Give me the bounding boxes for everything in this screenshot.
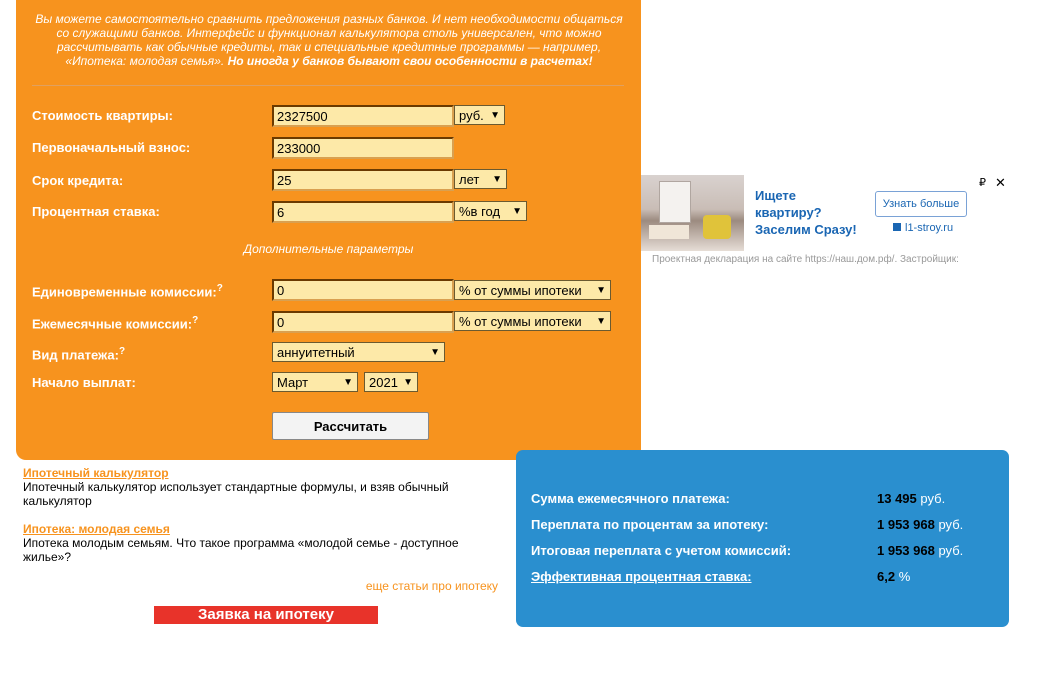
chevron-down-icon: ▼ xyxy=(596,285,606,296)
chevron-down-icon: ▼ xyxy=(343,377,353,388)
help-mark[interactable]: ? xyxy=(216,283,223,294)
ad-learn-more-button[interactable]: Узнать больше xyxy=(875,191,967,217)
term-input[interactable] xyxy=(272,169,454,191)
more-articles-link[interactable]: еще статьи про ипотеку xyxy=(365,579,498,593)
price-input[interactable] xyxy=(272,105,454,127)
article-text: Ипотечный калькулятор использует стандартные формулы, и взяв обычный калькулятор xyxy=(23,480,449,508)
article-link[interactable]: Ипотечный калькулятор xyxy=(23,466,169,480)
ad-banner[interactable] xyxy=(641,175,1011,265)
rate-label: Процентная ставка: xyxy=(32,204,160,219)
effective-rate-link[interactable]: Эффективная процентная ставка: xyxy=(531,569,752,584)
start-month-select[interactable]: Март ▼ xyxy=(272,372,358,392)
close-icon[interactable]: ✕ xyxy=(995,175,1006,190)
currency-select[interactable]: руб. ▼ xyxy=(454,105,505,125)
ad-title[interactable]: Ищете квартиру? Заселим Сразу! xyxy=(755,188,857,237)
calculator-panel xyxy=(16,0,641,460)
rate-input[interactable] xyxy=(272,201,454,223)
intro-text: Вы можете самостоятельно сравнить предложения разных банков. И нет необходимости общаться со служащими банков. Интерфейс и функционал калькулятора столь универсален, что можно рассчитывать как обычные кредиты, так и специальные кредитные программы — например, «Ипотека: молодая семья». Но иногда у банков бывают свои особенности в расчетах! xyxy=(35,12,623,68)
payment-type-label: Вид платежа:? xyxy=(32,346,126,363)
intro-bold: Но иногда у банков бывают свои особенности в расчетах! xyxy=(227,54,593,68)
calculate-button[interactable]: Рассчитать xyxy=(272,412,429,440)
help-mark[interactable]: ? xyxy=(118,346,126,357)
one-time-fee-label: Единовременные комиссии:? xyxy=(32,283,223,300)
divider xyxy=(32,85,624,86)
ad-currency-icon: ₽ xyxy=(979,177,986,189)
rate-unit-select[interactable]: %в год ▼ xyxy=(454,201,527,221)
results-panel: Сумма ежемесячного платежа: 13 495 руб. Переплата по процентам за ипотеку: 1 953 968 руб. Итоговая переплата с учетом комиссий: 1 953 968 руб. Эффективная процентная ставка: 6,2 % xyxy=(516,450,1009,627)
one-time-fee-unit-select[interactable]: % от суммы ипотеки ▼ xyxy=(454,280,611,300)
help-mark[interactable]: ? xyxy=(192,315,199,326)
start-year-select[interactable]: 2021 ▼ xyxy=(364,372,418,392)
monthly-fee-unit-select[interactable]: % от суммы ипотеки ▼ xyxy=(454,311,611,331)
one-time-fee-input[interactable] xyxy=(272,279,454,301)
article-link[interactable]: Ипотека: молодая семья xyxy=(23,522,170,536)
mortgage-apply-button[interactable]: Заявка на ипотеку xyxy=(154,606,378,624)
down-payment-input[interactable] xyxy=(272,137,454,159)
payment-type-select[interactable]: аннуитетный ▼ xyxy=(272,342,445,362)
term-unit-select[interactable]: лет ▼ xyxy=(454,169,507,189)
down-payment-label: Первоначальный взнос: xyxy=(32,140,191,155)
monthly-fee-label: Ежемесячные комиссии:? xyxy=(32,315,199,332)
article-text: Ипотека молодым семьям. Что такое программа «молодой семье - доступное жилье»? xyxy=(23,536,459,564)
chevron-down-icon: ▼ xyxy=(596,316,606,327)
price-label: Стоимость квартиры: xyxy=(32,108,173,123)
articles-list xyxy=(23,466,498,578)
chevron-down-icon: ▼ xyxy=(492,174,502,185)
chevron-down-icon: ▼ xyxy=(512,206,522,217)
ad-domain[interactable]: l1-stroy.ru xyxy=(905,222,954,234)
monthly-fee-input[interactable] xyxy=(272,311,454,333)
extra-params-heading: Дополнительные параметры xyxy=(243,242,414,256)
ad-image[interactable] xyxy=(641,175,744,251)
chevron-down-icon: ▼ xyxy=(430,347,440,358)
start-label: Начало выплат: xyxy=(32,375,136,390)
chevron-down-icon: ▼ xyxy=(403,377,413,388)
term-label: Срок кредита: xyxy=(32,173,124,188)
ad-domain-icon xyxy=(893,223,901,231)
ad-declaration: Проектная декларация на сайте https://наш.дом.рф/. Застройщик: xyxy=(652,254,959,265)
chevron-down-icon: ▼ xyxy=(490,110,500,121)
